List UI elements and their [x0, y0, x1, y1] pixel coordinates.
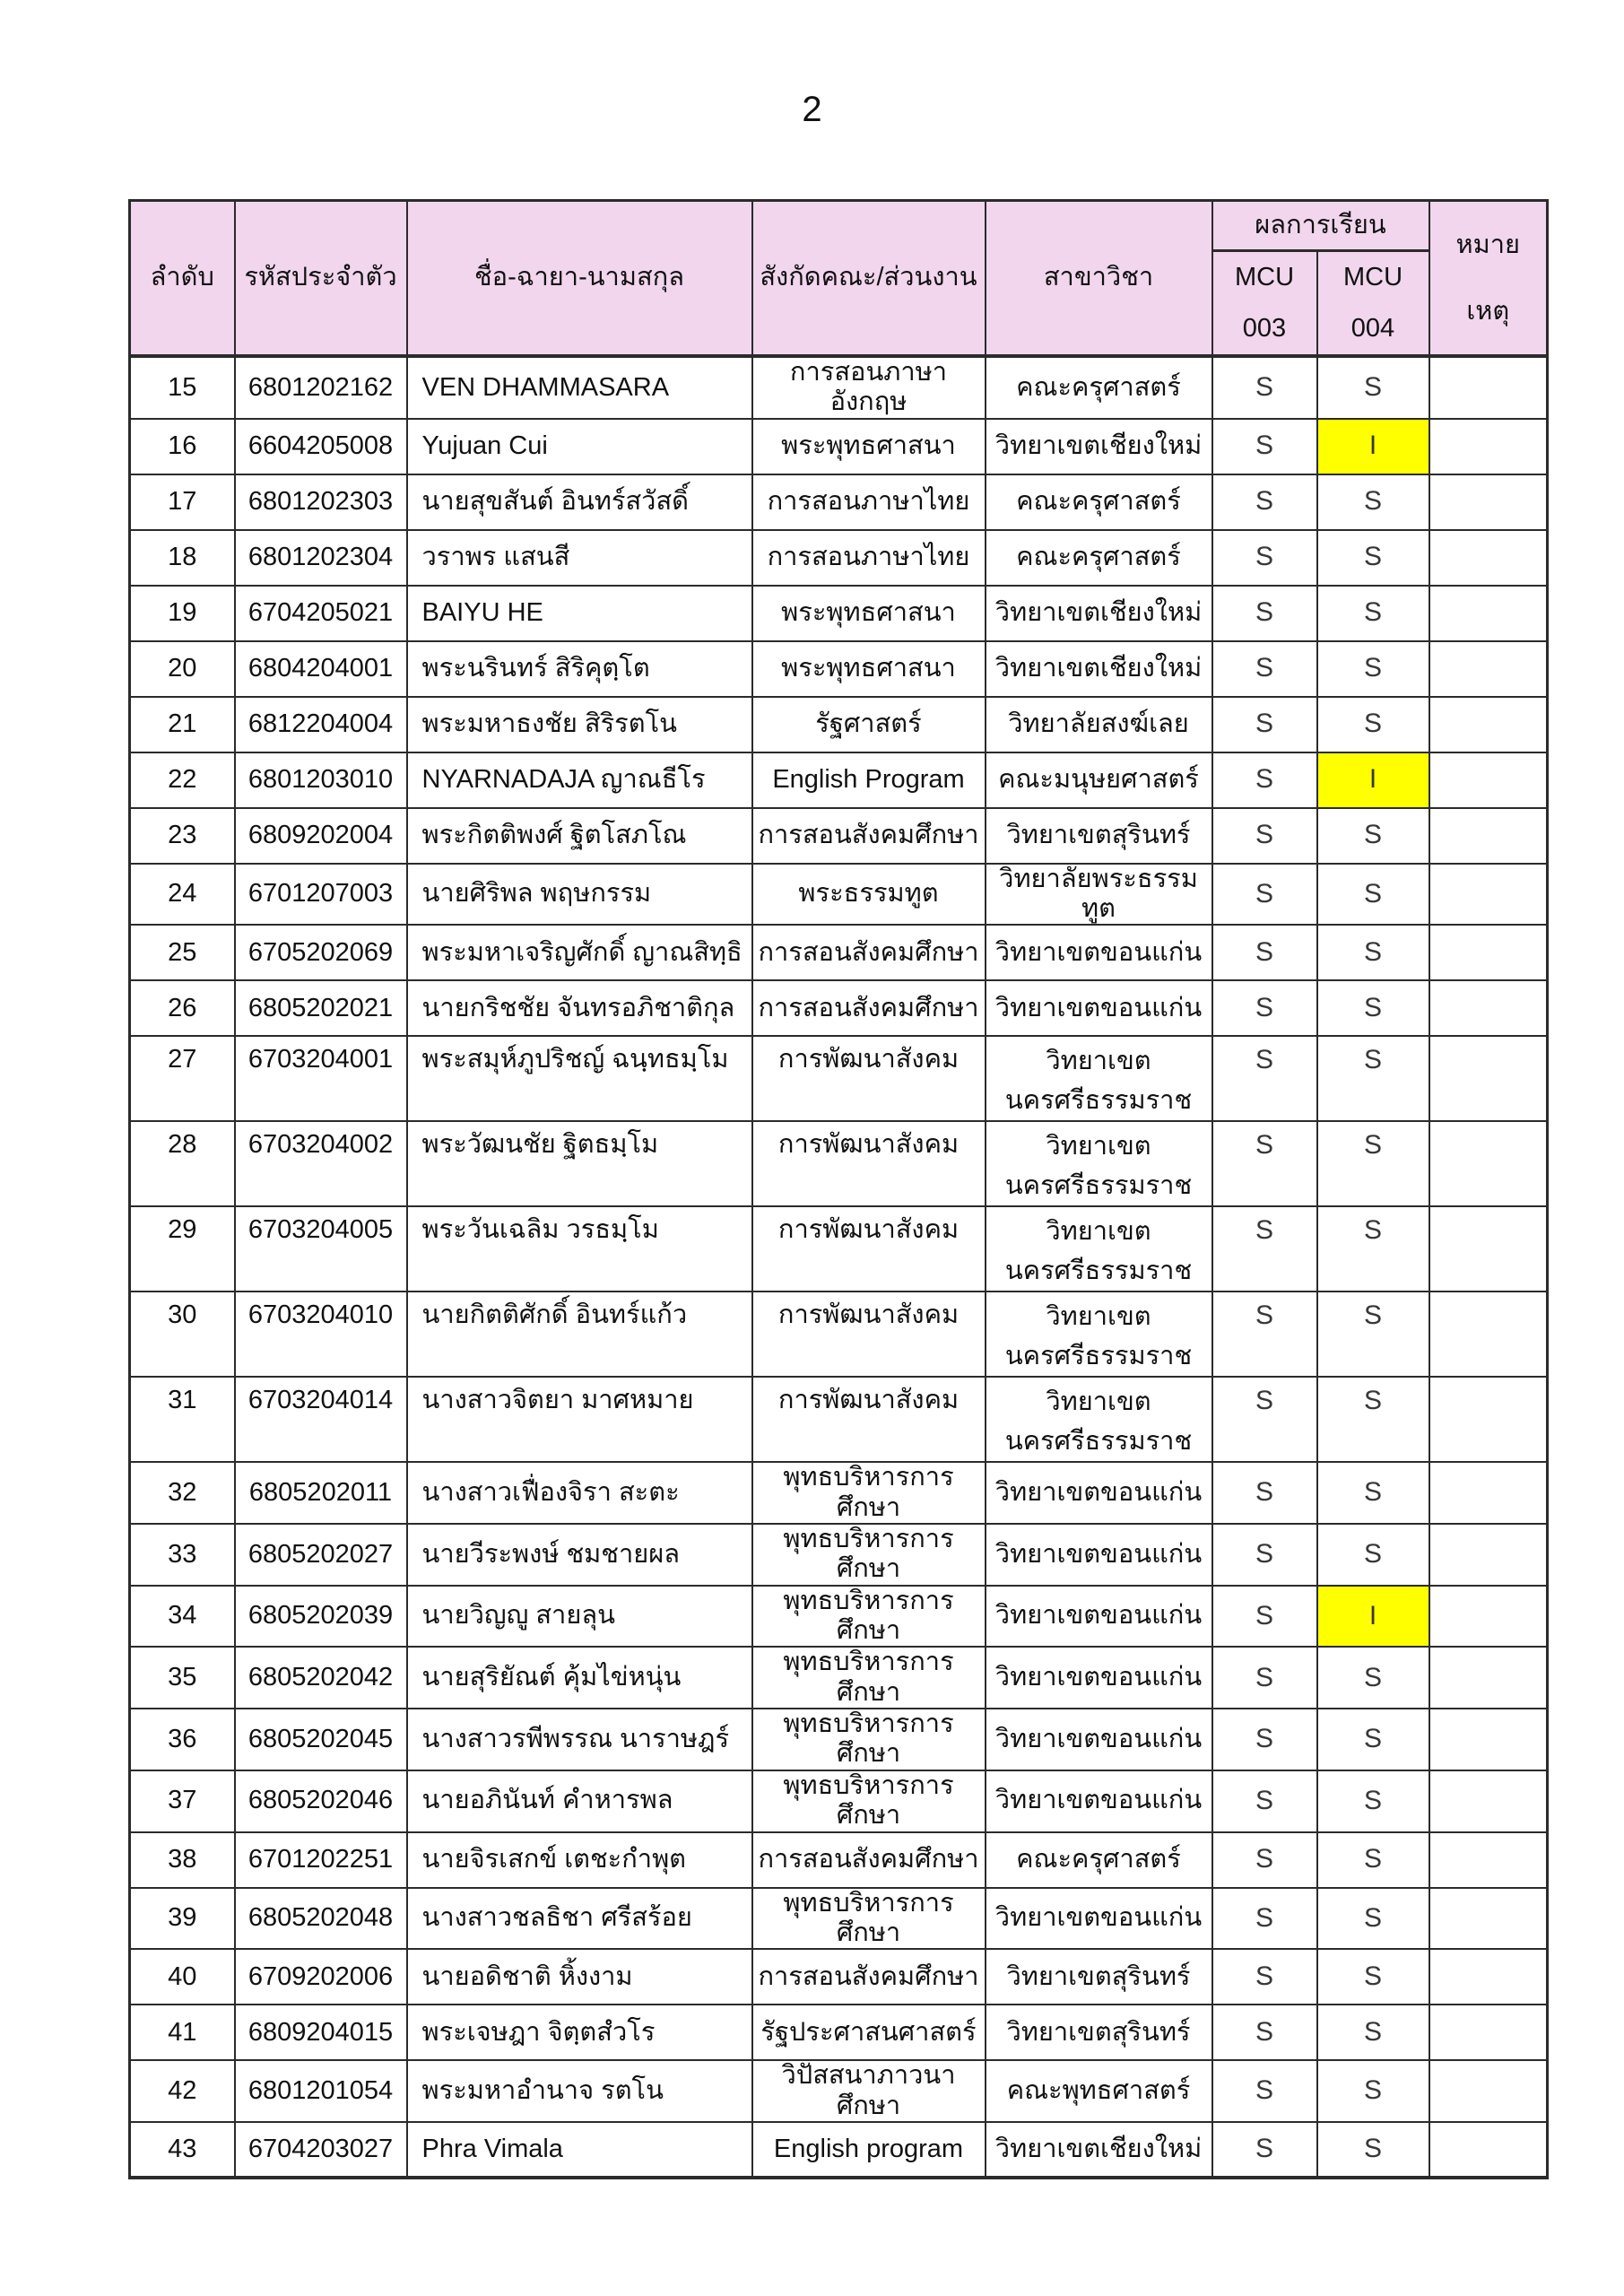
cell-remark: [1429, 1832, 1548, 1888]
cell-mcu004-grade: S: [1317, 1206, 1429, 1292]
cell-mcu003-grade: S: [1212, 1292, 1317, 1377]
cell-no: 43: [130, 2122, 235, 2178]
cell-no: 39: [130, 1888, 235, 1950]
cell-mcu003-grade: S: [1212, 2122, 1317, 2178]
cell-mcu003-grade: S: [1212, 1377, 1317, 1462]
cell-mcu003-grade: S: [1212, 356, 1317, 419]
cell-affiliation: การพัฒนาสังคม: [752, 1377, 986, 1462]
cell-mcu003-grade: S: [1212, 2060, 1317, 2122]
cell-student-id: 6805202021: [235, 980, 407, 1036]
cell-major: วิทยาเขตสุรินทร์: [986, 1949, 1212, 2005]
cell-no: 40: [130, 1949, 235, 2005]
cell-remark: [1429, 697, 1548, 752]
cell-mcu004-grade: I: [1317, 1586, 1429, 1648]
table-row: [130, 1949, 1548, 2005]
cell-remark: [1429, 641, 1548, 697]
cell-affiliation: พระพุทธศาสนา: [752, 641, 986, 697]
cell-name: นายอดิชาติ หิ้งงาม: [407, 1949, 752, 2005]
cell-mcu004-grade: S: [1317, 1462, 1429, 1524]
cell-remark: [1429, 530, 1548, 586]
cell-name: นางสาวรพีพรรณ นาราษฎร์: [407, 1709, 752, 1770]
table-row: [130, 752, 1548, 808]
cell-mcu003-grade: S: [1212, 641, 1317, 697]
cell-student-id: 6805202045: [235, 1709, 407, 1770]
cell-name: BAIYU HE: [407, 586, 752, 641]
cell-name: พระสมุห์ภูปริชญ์ ฉนฺทธมฺโม: [407, 1036, 752, 1121]
cell-no: 38: [130, 1832, 235, 1888]
cell-mcu003-grade: S: [1212, 864, 1317, 926]
table-row: [130, 641, 1548, 697]
cell-mcu003-grade: S: [1212, 530, 1317, 586]
cell-mcu003-grade: S: [1212, 419, 1317, 474]
cell-name: นายสุขสันต์ อินทร์สวัสดิ์: [407, 474, 752, 530]
cell-no: 41: [130, 2005, 235, 2060]
cell-mcu003-grade: S: [1212, 925, 1317, 980]
table-row: [130, 1206, 1548, 1292]
grades-table: [128, 199, 1549, 2179]
cell-mcu003-grade: S: [1212, 1462, 1317, 1524]
cell-name: นายจิรเสกข์ เตชะกำพุต: [407, 1832, 752, 1888]
cell-remark: [1429, 1524, 1548, 1586]
cell-name: นางสาวชลธิชา ศรีสร้อย: [407, 1888, 752, 1950]
cell-affiliation: พระธรรมทูต: [752, 864, 986, 926]
table-row: [130, 864, 1548, 926]
cell-remark: [1429, 980, 1548, 1036]
cell-mcu004-grade: S: [1317, 1524, 1429, 1586]
cell-name: VEN DHAMMASARA: [407, 356, 752, 419]
cell-remark: [1429, 864, 1548, 926]
table-row: [130, 1888, 1548, 1950]
cell-student-id: 6809204015: [235, 2005, 407, 2060]
cell-remark: [1429, 2060, 1548, 2122]
cell-no: 36: [130, 1709, 235, 1770]
cell-no: 32: [130, 1462, 235, 1524]
cell-affiliation: English program: [752, 2122, 986, 2178]
cell-mcu004-grade: S: [1317, 1292, 1429, 1377]
cell-mcu004-grade: S: [1317, 586, 1429, 641]
cell-major: วิทยาเขตขอนแก่น: [986, 925, 1212, 980]
cell-affiliation: การสอนภาษาไทย: [752, 530, 986, 586]
cell-major: วิทยาเขตสุรินทร์: [986, 2005, 1212, 2060]
table-row: [130, 530, 1548, 586]
cell-name: NYARNADAJA ญาณธีโร: [407, 752, 752, 808]
cell-major: คณะครุศาสตร์: [986, 356, 1212, 419]
table-row: [130, 1647, 1548, 1709]
cell-remark: [1429, 1647, 1548, 1709]
cell-no: 25: [130, 925, 235, 980]
table-row: [130, 808, 1548, 864]
cell-mcu004-grade: S: [1317, 1709, 1429, 1770]
cell-affiliation: การพัฒนาสังคม: [752, 1206, 986, 1292]
cell-student-id: 6801202162: [235, 356, 407, 419]
cell-affiliation: วิปัสสนาภาวนาศึกษา: [752, 2060, 986, 2122]
cell-remark: [1429, 356, 1548, 419]
cell-student-id: 6801203010: [235, 752, 407, 808]
cell-remark: [1429, 1770, 1548, 1832]
cell-no: 35: [130, 1647, 235, 1709]
header-remark: หมาย เหตุ: [1429, 201, 1548, 357]
cell-mcu004-grade: S: [1317, 2060, 1429, 2122]
table-row: [130, 1709, 1548, 1770]
table-row: [130, 1770, 1548, 1832]
cell-student-id: 6805202046: [235, 1770, 407, 1832]
table-row: [130, 2122, 1548, 2178]
cell-mcu003-grade: S: [1212, 1709, 1317, 1770]
cell-affiliation: English Program: [752, 752, 986, 808]
cell-affiliation: พุทธบริหารการศึกษา: [752, 1586, 986, 1648]
cell-major: วิทยาเขต นครศรีธรรมราช: [986, 1377, 1212, 1462]
cell-remark: [1429, 808, 1548, 864]
cell-no: 17: [130, 474, 235, 530]
cell-name: พระมหาเจริญศักดิ์ ญาณสิทฺธิ: [407, 925, 752, 980]
cell-major: วิทยาเขตขอนแก่น: [986, 1770, 1212, 1832]
header-student-id: รหัสประจำตัว: [235, 201, 407, 357]
cell-student-id: 6701207003: [235, 864, 407, 926]
cell-major: วิทยาเขตขอนแก่น: [986, 1709, 1212, 1770]
cell-no: 29: [130, 1206, 235, 1292]
cell-no: 16: [130, 419, 235, 474]
cell-student-id: 6809202004: [235, 808, 407, 864]
table-row: [130, 1462, 1548, 1524]
table-row: [130, 1832, 1548, 1888]
cell-mcu004-grade: S: [1317, 1888, 1429, 1950]
cell-no: 20: [130, 641, 235, 697]
cell-mcu003-grade: S: [1212, 1121, 1317, 1206]
cell-student-id: 6703204002: [235, 1121, 407, 1206]
cell-name: นายวีระพงษ์ ชมชายผล: [407, 1524, 752, 1586]
cell-student-id: 6805202027: [235, 1524, 407, 1586]
cell-remark: [1429, 1709, 1548, 1770]
cell-remark: [1429, 1888, 1548, 1950]
table-row: [130, 1524, 1548, 1586]
table-row: [130, 1292, 1548, 1377]
cell-no: 21: [130, 697, 235, 752]
cell-major: วิทยาเขตขอนแก่น: [986, 1462, 1212, 1524]
cell-mcu003-grade: S: [1212, 980, 1317, 1036]
cell-major: วิทยาเขต นครศรีธรรมราช: [986, 1121, 1212, 1206]
cell-mcu003-grade: S: [1212, 1036, 1317, 1121]
cell-major: วิทยาเขตขอนแก่น: [986, 1888, 1212, 1950]
cell-remark: [1429, 1377, 1548, 1462]
page-number: 2: [802, 90, 822, 129]
cell-mcu003-grade: S: [1212, 586, 1317, 641]
cell-no: 30: [130, 1292, 235, 1377]
table-row: [130, 419, 1548, 474]
cell-affiliation: พุทธบริหารการศึกษา: [752, 1888, 986, 1950]
cell-student-id: 6805202039: [235, 1586, 407, 1648]
cell-mcu004-grade: S: [1317, 980, 1429, 1036]
cell-major: วิทยาเขตขอนแก่น: [986, 1524, 1212, 1586]
cell-major: วิทยาเขตเชียงใหม่: [986, 586, 1212, 641]
cell-mcu003-grade: S: [1212, 474, 1317, 530]
cell-affiliation: พุทธบริหารการศึกษา: [752, 1647, 986, 1709]
table-body: [130, 356, 1548, 2178]
header-name: ชื่อ-ฉายา-นามสกุล: [407, 201, 752, 357]
cell-student-id: 6801202304: [235, 530, 407, 586]
cell-student-id: 6804204001: [235, 641, 407, 697]
table-row: [130, 474, 1548, 530]
cell-name: พระวันเฉลิม วรธมฺโม: [407, 1206, 752, 1292]
table-header: [130, 201, 1548, 357]
cell-major: วิทยาเขตขอนแก่น: [986, 980, 1212, 1036]
cell-major: วิทยาลัยสงฆ์เลย: [986, 697, 1212, 752]
cell-name: Yujuan Cui: [407, 419, 752, 474]
cell-mcu004-grade: I: [1317, 419, 1429, 474]
cell-mcu003-grade: S: [1212, 2005, 1317, 2060]
cell-affiliation: การสอนภาษาอังกฤษ: [752, 356, 986, 419]
cell-major: วิทยาเขตเชียงใหม่: [986, 419, 1212, 474]
table-row: [130, 697, 1548, 752]
header-grades-group: ผลการเรียน: [1212, 201, 1429, 251]
cell-no: 33: [130, 1524, 235, 1586]
cell-name: นายอภินันท์ คำหารพล: [407, 1770, 752, 1832]
cell-name: นายศิริพล พฤษกรรม: [407, 864, 752, 926]
cell-mcu004-grade: S: [1317, 1770, 1429, 1832]
cell-affiliation: พระพุทธศาสนา: [752, 586, 986, 641]
cell-student-id: 6701202251: [235, 1832, 407, 1888]
cell-mcu004-grade: S: [1317, 1036, 1429, 1121]
cell-no: 22: [130, 752, 235, 808]
cell-remark: [1429, 925, 1548, 980]
cell-remark: [1429, 474, 1548, 530]
cell-student-id: 6805202048: [235, 1888, 407, 1950]
cell-major: วิทยาเขตสุรินทร์: [986, 808, 1212, 864]
table-row: [130, 586, 1548, 641]
header-affiliation: สังกัดคณะ/ส่วนงาน: [752, 201, 986, 357]
cell-name: พระเจษฎา จิตฺตสํวโร: [407, 2005, 752, 2060]
cell-name: วราพร แสนสี: [407, 530, 752, 586]
cell-affiliation: พุทธบริหารการศึกษา: [752, 1770, 986, 1832]
cell-affiliation: การสอนสังคมศึกษา: [752, 1832, 986, 1888]
cell-student-id: 6709202006: [235, 1949, 407, 2005]
cell-major: วิทยาเขตขอนแก่น: [986, 1586, 1212, 1648]
cell-affiliation: การพัฒนาสังคม: [752, 1292, 986, 1377]
cell-remark: [1429, 752, 1548, 808]
cell-affiliation: การพัฒนาสังคม: [752, 1121, 986, 1206]
cell-student-id: 6801201054: [235, 2060, 407, 2122]
cell-student-id: 6703204014: [235, 1377, 407, 1462]
cell-student-id: 6801202303: [235, 474, 407, 530]
cell-name: พระมหาอำนาจ รตโน: [407, 2060, 752, 2122]
table-row: [130, 1036, 1548, 1121]
cell-mcu003-grade: S: [1212, 1949, 1317, 2005]
cell-remark: [1429, 1121, 1548, 1206]
cell-no: 34: [130, 1586, 235, 1648]
cell-name: พระนรินทร์ สิริคุตฺโต: [407, 641, 752, 697]
header-mcu004: MCU 004: [1317, 251, 1429, 357]
cell-mcu003-grade: S: [1212, 1586, 1317, 1648]
cell-remark: [1429, 1462, 1548, 1524]
cell-no: 19: [130, 586, 235, 641]
cell-student-id: 6704205021: [235, 586, 407, 641]
cell-major: คณะครุศาสตร์: [986, 474, 1212, 530]
cell-affiliation: พุทธบริหารการศึกษา: [752, 1709, 986, 1770]
cell-remark: [1429, 2122, 1548, 2178]
cell-mcu004-grade: S: [1317, 1832, 1429, 1888]
cell-mcu003-grade: S: [1212, 1888, 1317, 1950]
cell-major: วิทยาเขต นครศรีธรรมราช: [986, 1036, 1212, 1121]
cell-mcu003-grade: S: [1212, 697, 1317, 752]
cell-student-id: 6805202011: [235, 1462, 407, 1524]
cell-mcu003-grade: S: [1212, 1770, 1317, 1832]
cell-name: Phra Vimala: [407, 2122, 752, 2178]
cell-major: วิทยาเขตเชียงใหม่: [986, 2122, 1212, 2178]
cell-mcu004-grade: S: [1317, 864, 1429, 926]
table-row: [130, 1377, 1548, 1462]
cell-remark: [1429, 1949, 1548, 2005]
cell-mcu004-grade: S: [1317, 697, 1429, 752]
cell-mcu003-grade: S: [1212, 808, 1317, 864]
cell-student-id: 6604205008: [235, 419, 407, 474]
table-row: [130, 2060, 1548, 2122]
cell-mcu004-grade: S: [1317, 2005, 1429, 2060]
cell-affiliation: พุทธบริหารการศึกษา: [752, 1524, 986, 1586]
table-row: [130, 925, 1548, 980]
cell-name: นายกิตติศักดิ์ อินทร์แก้ว: [407, 1292, 752, 1377]
cell-name: พระกิตติพงศ์ ฐิตโสภโณ: [407, 808, 752, 864]
cell-student-id: 6704203027: [235, 2122, 407, 2178]
cell-remark: [1429, 586, 1548, 641]
cell-no: 24: [130, 864, 235, 926]
cell-mcu004-grade: S: [1317, 925, 1429, 980]
cell-major: คณะครุศาสตร์: [986, 1832, 1212, 1888]
cell-mcu004-grade: S: [1317, 1647, 1429, 1709]
cell-no: 28: [130, 1121, 235, 1206]
cell-name: นางสาวจิตยา มาศหมาย: [407, 1377, 752, 1462]
cell-affiliation: พระพุทธศาสนา: [752, 419, 986, 474]
cell-major: วิทยาลัยพระธรรมทูต: [986, 864, 1212, 926]
cell-name: พระมหาธงชัย สิริรตโน: [407, 697, 752, 752]
header-no: ลำดับ: [130, 201, 235, 357]
cell-student-id: 6703204001: [235, 1036, 407, 1121]
cell-affiliation: การพัฒนาสังคม: [752, 1036, 986, 1121]
cell-affiliation: พุทธบริหารการศึกษา: [752, 1462, 986, 1524]
table-row: [130, 980, 1548, 1036]
table-row: [130, 2005, 1548, 2060]
cell-remark: [1429, 1292, 1548, 1377]
cell-major: คณะพุทธศาสตร์: [986, 2060, 1212, 2122]
cell-no: 42: [130, 2060, 235, 2122]
cell-mcu004-grade: S: [1317, 641, 1429, 697]
header-major: สาขาวิชา: [986, 201, 1212, 357]
cell-affiliation: การสอนสังคมศึกษา: [752, 808, 986, 864]
table-row: [130, 1586, 1548, 1648]
cell-major: คณะครุศาสตร์: [986, 530, 1212, 586]
cell-name: นายวิญญู สายลุน: [407, 1586, 752, 1648]
cell-mcu003-grade: S: [1212, 1647, 1317, 1709]
cell-student-id: 6812204004: [235, 697, 407, 752]
cell-affiliation: การสอนสังคมศึกษา: [752, 980, 986, 1036]
cell-student-id: 6705202069: [235, 925, 407, 980]
cell-student-id: 6703204005: [235, 1206, 407, 1292]
cell-no: 26: [130, 980, 235, 1036]
cell-remark: [1429, 1206, 1548, 1292]
cell-mcu003-grade: S: [1212, 1206, 1317, 1292]
cell-affiliation: รัฐศาสตร์: [752, 697, 986, 752]
header-mcu003: MCU 003: [1212, 251, 1317, 357]
cell-name: นางสาวเฟื่องจิรา สะตะ: [407, 1462, 752, 1524]
cell-mcu003-grade: S: [1212, 1832, 1317, 1888]
cell-major: วิทยาเขตขอนแก่น: [986, 1647, 1212, 1709]
cell-remark: [1429, 2005, 1548, 2060]
cell-mcu003-grade: S: [1212, 1524, 1317, 1586]
cell-no: 23: [130, 808, 235, 864]
cell-student-id: 6703204010: [235, 1292, 407, 1377]
table-row: [130, 356, 1548, 419]
cell-mcu004-grade: S: [1317, 1121, 1429, 1206]
cell-major: คณะมนุษยศาสตร์: [986, 752, 1212, 808]
cell-affiliation: รัฐประศาสนศาสตร์: [752, 2005, 986, 2060]
cell-major: วิทยาเขต นครศรีธรรมราช: [986, 1206, 1212, 1292]
cell-no: 18: [130, 530, 235, 586]
cell-remark: [1429, 1586, 1548, 1648]
cell-major: วิทยาเขตเชียงใหม่: [986, 641, 1212, 697]
cell-name: พระวัฒนชัย ฐิตธมฺโม: [407, 1121, 752, 1206]
cell-affiliation: การสอนภาษาไทย: [752, 474, 986, 530]
cell-remark: [1429, 1036, 1548, 1121]
cell-mcu004-grade: S: [1317, 2122, 1429, 2178]
cell-no: 37: [130, 1770, 235, 1832]
cell-mcu004-grade: S: [1317, 530, 1429, 586]
cell-name: นายกริชชัย จันทรอภิชาติกุล: [407, 980, 752, 1036]
cell-no: 27: [130, 1036, 235, 1121]
cell-affiliation: การสอนสังคมศึกษา: [752, 925, 986, 980]
cell-mcu004-grade: S: [1317, 356, 1429, 419]
cell-mcu004-grade: S: [1317, 1949, 1429, 2005]
cell-mcu004-grade: S: [1317, 1377, 1429, 1462]
cell-mcu003-grade: S: [1212, 752, 1317, 808]
cell-no: 31: [130, 1377, 235, 1462]
cell-mcu004-grade: S: [1317, 808, 1429, 864]
cell-no: 15: [130, 356, 235, 419]
cell-mcu004-grade: I: [1317, 752, 1429, 808]
cell-mcu004-grade: S: [1317, 474, 1429, 530]
table-row: [130, 1121, 1548, 1206]
cell-name: นายสุริยัณต์ คุ้มไข่หนุ่น: [407, 1647, 752, 1709]
cell-student-id: 6805202042: [235, 1647, 407, 1709]
cell-affiliation: การสอนสังคมศึกษา: [752, 1949, 986, 2005]
cell-remark: [1429, 419, 1548, 474]
cell-major: วิทยาเขต นครศรีธรรมราช: [986, 1292, 1212, 1377]
